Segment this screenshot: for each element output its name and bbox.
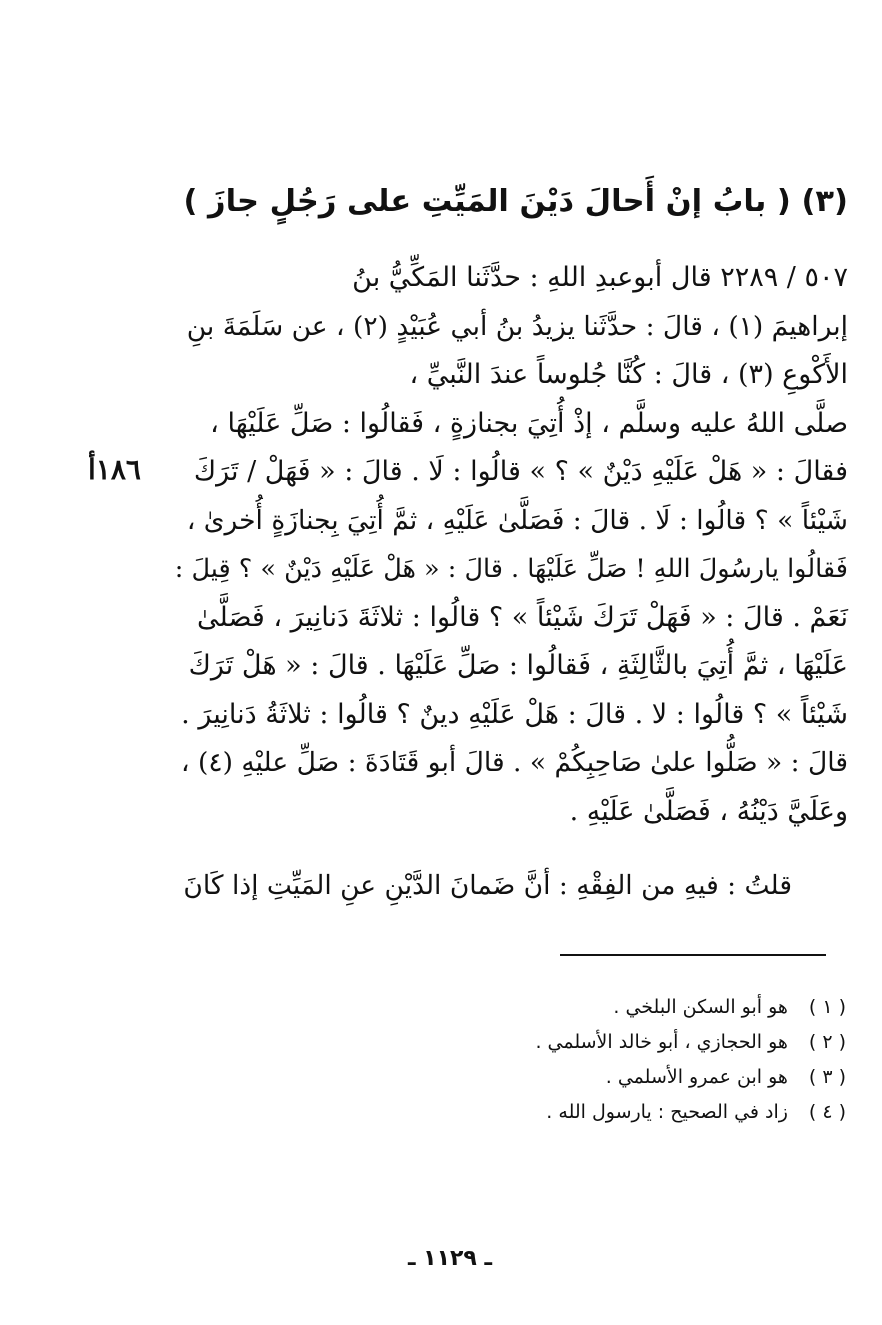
footnote-text: هو ابن عمرو الأسلمي .: [605, 1066, 788, 1088]
hadith-text: [176, 254, 848, 836]
text-line: شَيْئاً » ؟ قالُوا : لا . قالَ : هَلْ عَلَيْهِ دينٌ ؟ قالُوا : ثلاثَةُ دَنانِيرَ .: [181, 698, 848, 730]
page-number: ـ ١١٢٩ ـ: [407, 1246, 493, 1271]
footnotes: [300, 990, 846, 1130]
text-line: إبراهيمَ (١) ، قالَ : حدَّثَنا يزيدُ بنُ أبي عُبَيْدٍ (٢) ، عن سَلَمَةَ بنِ: [186, 310, 848, 342]
commentary-paragraph: قلتُ : فيهِ من الفِقْهِ : أنَّ ضَمانَ الدَّيْنِ عنِ المَيِّتِ إذا كَانَ: [183, 870, 792, 901]
text-line: قالَ : « صَلُّوا علىٰ صَاحِبِكُمْ » . قالَ أبو قَتَادَةَ : صَلِّ عليْهِ (٤) ،: [181, 747, 848, 778]
text-line: نَعَمْ . قالَ : « فَهَلْ تَرَكَ شَيْئاً » ؟ قالُوا : ثلاثَةَ دَنانِيرَ ، فَصَلَّىٰ: [197, 601, 848, 633]
text-line: الأَكْوعِ (٣) ، قالَ : كُنَّا جُلوساً عندَ النَّبيِّ ،: [409, 359, 848, 390]
footnote-number: ( ١ ): [808, 996, 846, 1018]
footnote-text: هو الحجازي ، أبو خالد الأسلمي .: [535, 1031, 788, 1053]
text-line: شَيْئاً » ؟ قالُوا : لَا . قالَ : فَصَلَّىٰ عَلَيْهِ ، ثمَّ أُتِيَ بِجنازَةٍ أُخرىٰ ،: [186, 504, 848, 536]
footnote-item: [300, 1060, 846, 1095]
text-line: صلَّى اللهُ عليه وسلَّم ، إذْ أُتِيَ بجنازةٍ ، فَقالُوا : صَلِّ عَلَيْهَا ،: [210, 407, 848, 439]
footnote-number: ( ٢ ): [808, 1031, 846, 1053]
footnote-item: [300, 990, 846, 1025]
text-line: فقالَ : « هَلْ عَلَيْهِ دَيْنٌ » ؟ » قالُوا : لَا . قالَ : « فَهَلْ / تَرَكَ: [193, 456, 848, 487]
footnote-number: ( ٣ ): [808, 1066, 846, 1088]
manuscript-folio-ref: ١٨٦أ: [88, 453, 141, 486]
text-line: فَقالُوا يارسُولَ اللهِ ! صَلِّ عَلَيْهَا . قالَ : « هَلْ عَلَيْهِ دَيْنٌ » ؟ قِيلَ :: [174, 554, 848, 584]
footnote-item: [300, 1025, 846, 1060]
footnote-item: [300, 1095, 846, 1130]
footnote-text: هو أبو السكن البلخي .: [613, 996, 788, 1018]
footnote-number: ( ٤ ): [808, 1101, 846, 1123]
text-line: عَلَيْهَا ، ثمَّ أُتِيَ بالثَّالِثَةِ ، فَقالُوا : صَلِّ عَلَيْهَا . قالَ : « هَلْ تَرَكَ: [188, 650, 848, 681]
text-line: وعَلَيَّ دَيْنُهُ ، فَصَلَّىٰ عَلَيْهِ .: [569, 795, 848, 827]
footnote-text: زاد في الصحيح : يارسول الله .: [546, 1101, 788, 1123]
text-line: ٥٠٧ / ٢٢٨٩ قال أبوعبدِ اللهِ : حدَّثَنا المَكِّيُّ بنُ: [352, 262, 848, 293]
chapter-title: (٣) ( بابُ إنْ أَحالَ دَيْنَ المَيِّتِ على رَجُلٍ جازَ ): [183, 184, 848, 219]
footnote-divider: [560, 954, 826, 956]
